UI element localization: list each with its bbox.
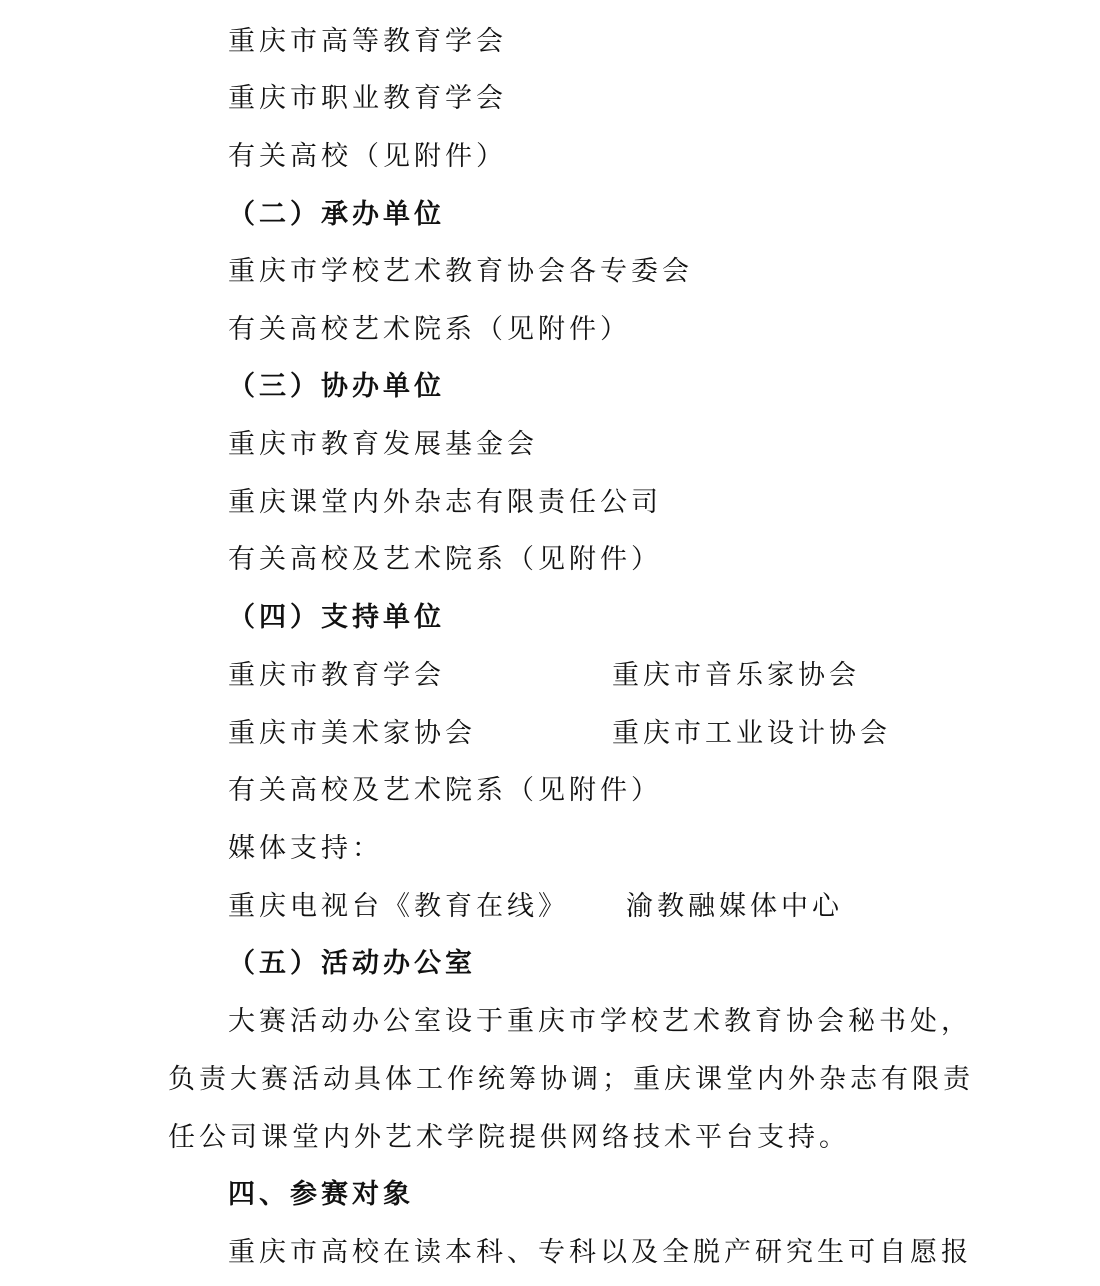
- undertaker-item-committees: 重庆市学校艺术教育协会各专委会: [228, 256, 693, 287]
- media-item-tv-station: 重庆电视台《教育在线》: [228, 891, 569, 922]
- participants-paragraph-line-1: 重庆市高校在读本科、专科以及全脱产研究生可自愿报: [228, 1237, 972, 1268]
- media-support-label: 媒体支持：: [228, 833, 383, 864]
- section-heading-participants: 四、参赛对象: [228, 1179, 414, 1210]
- office-paragraph-line-3: 任公司课堂内外艺术学院提供网络技术平台支持。: [168, 1122, 850, 1153]
- organizer-item-universities: 有关高校（见附件）: [228, 141, 507, 172]
- supporter-item-artists-association: 重庆市美术家协会: [228, 718, 476, 749]
- undertaker-item-art-departments: 有关高校艺术院系（见附件）: [228, 314, 631, 345]
- supporter-item-universities: 有关高校及艺术院系（见附件）: [228, 775, 662, 806]
- office-paragraph-line-2: 负责大赛活动具体工作统筹协调；重庆课堂内外杂志有限责: [168, 1064, 974, 1095]
- organizer-item-higher-education-society: 重庆市高等教育学会: [228, 26, 507, 57]
- section-heading-undertakers: （二）承办单位: [228, 199, 445, 230]
- section-heading-co-organizers: （三）协办单位: [228, 371, 445, 402]
- organizer-item-vocational-education-society: 重庆市职业教育学会: [228, 83, 507, 114]
- section-heading-supporters: （四）支持单位: [228, 602, 445, 633]
- supporter-item-industrial-design-association: 重庆市工业设计协会: [612, 718, 891, 749]
- co-organizer-item-universities: 有关高校及艺术院系（见附件）: [228, 544, 662, 575]
- co-organizer-item-foundation: 重庆市教育发展基金会: [228, 429, 538, 460]
- supporter-item-musicians-association: 重庆市音乐家协会: [612, 660, 860, 691]
- supporter-item-education-society: 重庆市教育学会: [228, 660, 445, 691]
- co-organizer-item-magazine-company: 重庆课堂内外杂志有限责任公司: [228, 487, 662, 518]
- office-paragraph-line-1: 大赛活动办公室设于重庆市学校艺术教育协会秘书处，: [228, 1006, 972, 1037]
- media-item-media-center: 渝教融媒体中心: [626, 891, 843, 922]
- section-heading-office: （五）活动办公室: [228, 948, 476, 979]
